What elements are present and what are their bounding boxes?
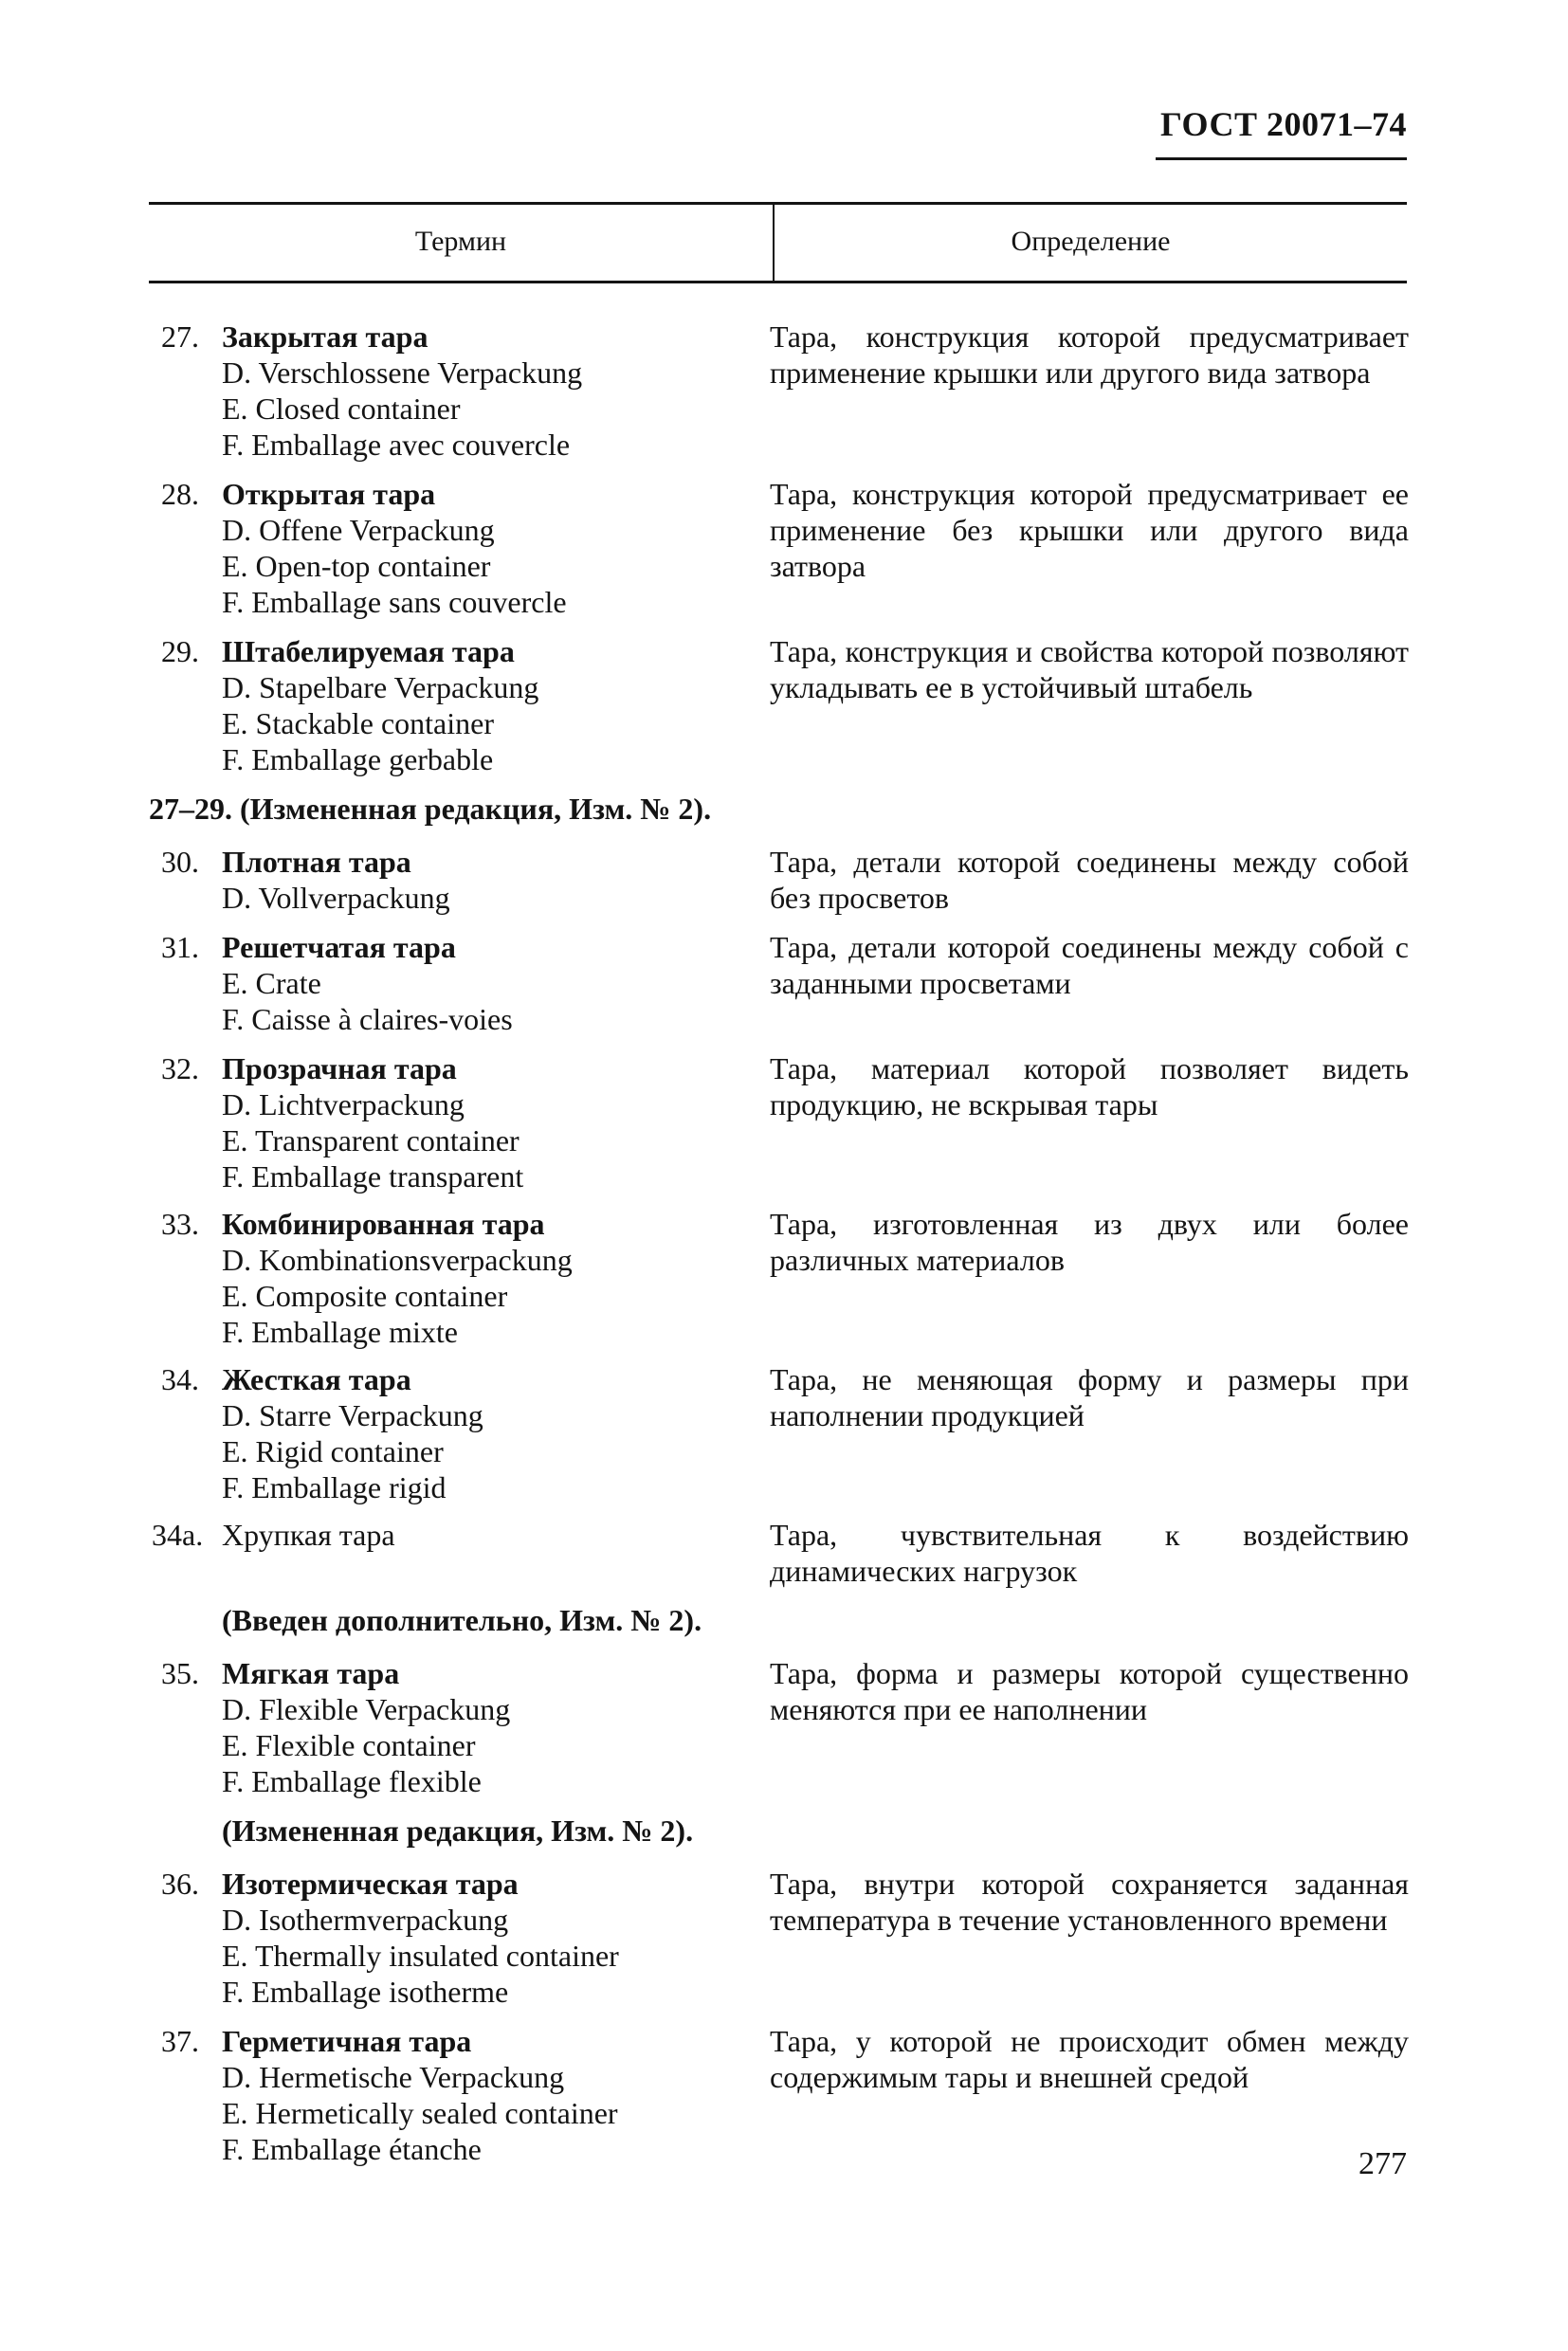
- term-number: 28.: [161, 477, 199, 511]
- term-german: D. Stapelbare Verpackung: [222, 670, 539, 704]
- term-russian: Мягкая тара: [222, 1656, 400, 1690]
- term-german: D. Isothermverpackung: [222, 1903, 509, 1937]
- term-german: D. Starre Verpackung: [222, 1398, 483, 1432]
- term-number: 35.: [161, 1656, 199, 1690]
- term-russian: Изотермическая тара: [222, 1867, 519, 1901]
- term-english: E. Hermetically sealed container: [222, 2096, 618, 2130]
- term-french: F. Emballage mixte: [222, 1315, 458, 1349]
- term-names: [222, 1361, 753, 1505]
- term-number: 34а.: [152, 1518, 204, 1552]
- term-definition: Тара, чувствительная к воздействию динамических нагрузок: [770, 1518, 1409, 1588]
- term-definition: Тара, материал которой позволяет видеть продукцию, не вскрывая тары: [770, 1051, 1409, 1121]
- term-definition: Тара, у которой не происходит обмен между содержимым тары и внешней средой: [770, 2024, 1409, 2094]
- amendment-note: (Введен дополнительно, Изм. № 2).: [222, 1603, 702, 1637]
- term-definition: Тара, внутри которой сохраняется заданная температура в течение установленного времени: [770, 1867, 1409, 1937]
- term-names: [222, 844, 753, 916]
- term-names: [222, 476, 753, 620]
- term-russian: Штабелируемая тара: [222, 634, 515, 668]
- term-english: E. Open-top container: [222, 549, 491, 583]
- term-names: [222, 1050, 753, 1194]
- term-definition: Тара, изготовленная из двух или более различных материалов: [770, 1207, 1409, 1277]
- document-code: ГОСТ 20071–74: [1160, 105, 1407, 143]
- term-russian: Хрупкая тара: [222, 1518, 395, 1552]
- term-russian: Прозрачная тара: [222, 1051, 457, 1085]
- term-german: D. Vollverpackung: [222, 881, 450, 915]
- term-french: F. Caisse à claires-voies: [222, 1002, 513, 1036]
- column-header-term: Термин: [414, 226, 507, 257]
- term-names: [222, 633, 753, 777]
- term-names: [222, 1517, 753, 1553]
- term-number: 30.: [161, 845, 199, 879]
- term-definition: Тара, детали которой соединены между собой с заданными просветами: [770, 930, 1409, 1000]
- term-names: [222, 1655, 753, 1799]
- term-number: 29.: [161, 634, 199, 668]
- term-french: F. Emballage isotherme: [222, 1975, 509, 2009]
- term-german: D. Verschlossene Verpackung: [222, 355, 583, 390]
- term-russian: Решетчатая тара: [222, 930, 456, 964]
- amendment-note: (Измененная редакция, Изм. № 2).: [222, 1813, 694, 1848]
- term-german: D. Lichtverpackung: [222, 1087, 465, 1121]
- term-definition: Тара, детали которой соединены между собой без просветов: [770, 845, 1409, 915]
- term-english: E. Crate: [222, 966, 321, 1000]
- term-english: E. Stackable container: [222, 706, 494, 740]
- term-names: [222, 929, 753, 1037]
- term-russian: Герметичная тара: [222, 2024, 472, 2058]
- term-number: 36.: [161, 1867, 199, 1901]
- term-definition: Тара, конструкция которой предусматривает ее применение без крышки или другого вида затвора: [770, 477, 1409, 583]
- term-french: F. Emballage avec couvercle: [222, 428, 571, 462]
- term-number: 32.: [161, 1051, 199, 1085]
- term-number: 37.: [161, 2024, 199, 2058]
- term-number: 31.: [161, 930, 199, 964]
- term-number: 33.: [161, 1207, 199, 1241]
- term-definition: Тара, конструкция и свойства которой позволяют укладывать ее в устойчивый штабель: [770, 634, 1409, 704]
- term-german: D. Offene Verpackung: [222, 513, 495, 547]
- term-french: F. Emballage rigid: [222, 1470, 447, 1504]
- term-english: E. Thermally insulated container: [222, 1939, 619, 1973]
- term-german: D. Hermetische Verpackung: [222, 2060, 565, 2094]
- term-russian: Комбинированная тара: [222, 1207, 545, 1241]
- page-number: 277: [1358, 2146, 1407, 2181]
- term-russian: Плотная тара: [222, 845, 411, 879]
- term-french: F. Emballage sans couvercle: [222, 585, 567, 619]
- term-number: 34.: [161, 1362, 199, 1396]
- term-english: E. Composite container: [222, 1279, 508, 1313]
- term-number: 27.: [161, 319, 199, 354]
- term-russian: Жесткая тара: [222, 1362, 411, 1396]
- term-english: E. Flexible container: [222, 1728, 476, 1762]
- term-french: F. Emballage gerbable: [222, 742, 494, 776]
- term-english: E. Rigid container: [222, 1434, 444, 1468]
- document-code-underline: [1156, 157, 1407, 160]
- term-names: [222, 1866, 753, 2010]
- term-names: [222, 2023, 753, 2167]
- term-definition: Тара, не меняющая форму и размеры при наполнении продукцией: [770, 1362, 1409, 1432]
- term-english: E. Closed container: [222, 392, 461, 426]
- amendment-note: 27–29. (Измененная редакция, Изм. № 2).: [149, 792, 712, 826]
- term-definition: Тара, конструкция которой предусматривает применение крышки или другого вида затвора: [770, 319, 1409, 390]
- term-names: [222, 319, 753, 463]
- term-german: D. Flexible Verpackung: [222, 1692, 511, 1726]
- term-french: F. Emballage étanche: [222, 2132, 482, 2166]
- term-russian: Закрытая тара: [222, 319, 428, 354]
- term-german: D. Kombinationsverpackung: [222, 1243, 573, 1277]
- table-header: [149, 202, 1407, 283]
- term-russian: Открытая тара: [222, 477, 436, 511]
- term-french: F. Emballage transparent: [222, 1159, 524, 1194]
- column-header-definition: Определение: [1011, 226, 1171, 257]
- term-definition: Тара, форма и размеры которой существенно меняются при ее наполнении: [770, 1656, 1409, 1726]
- term-english: E. Transparent container: [222, 1123, 520, 1157]
- term-french: F. Emballage flexible: [222, 1764, 482, 1798]
- term-names: [222, 1206, 753, 1350]
